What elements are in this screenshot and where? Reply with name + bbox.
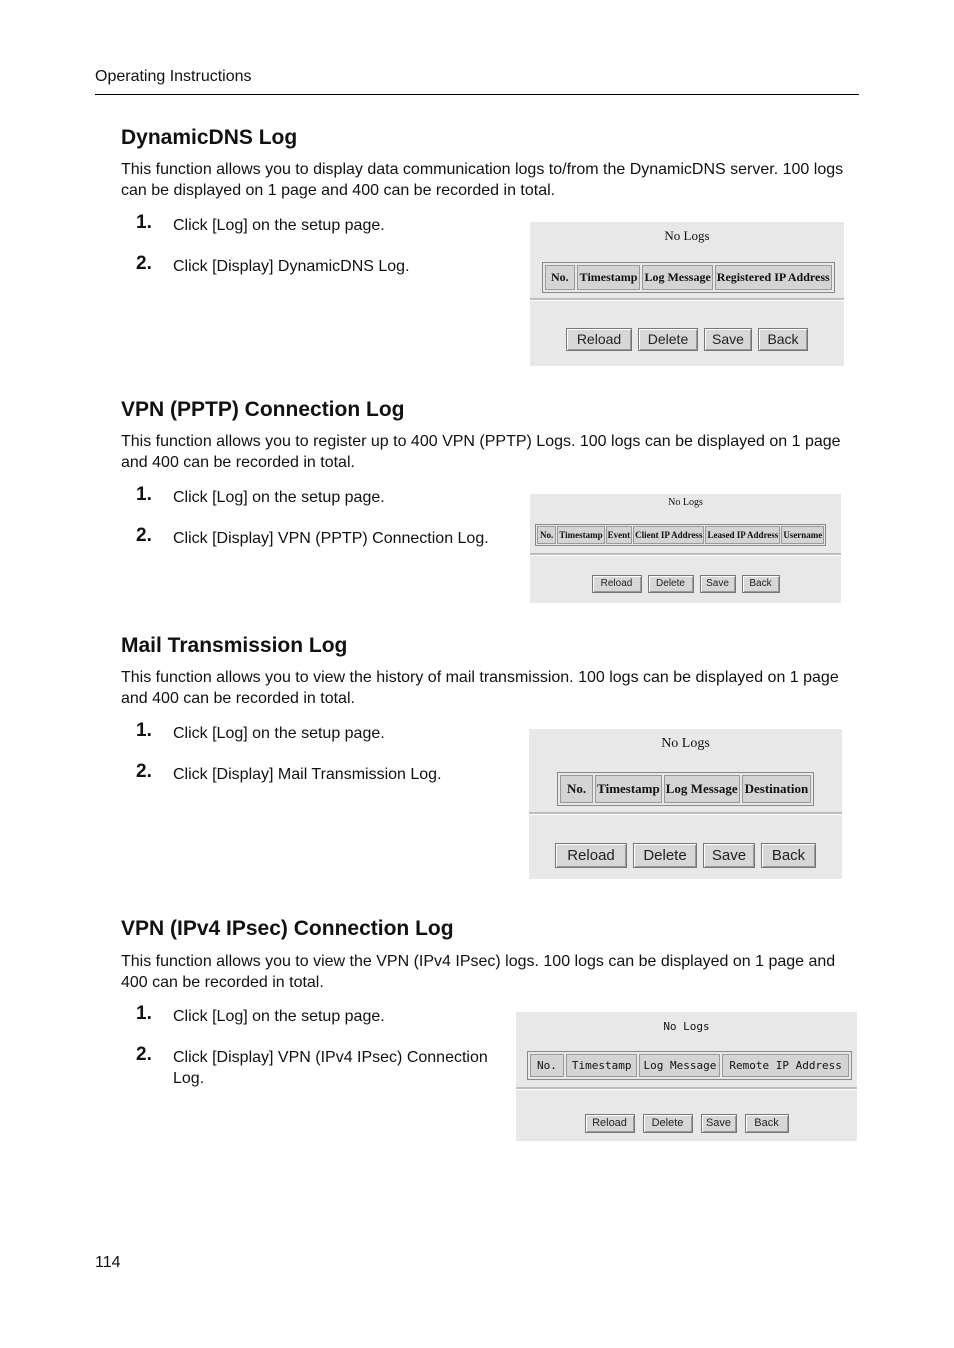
no-logs-text: No Logs — [668, 497, 703, 508]
column-header-remote-ip-address: Remote IP Address — [722, 1054, 849, 1077]
section-title: VPN (IPv4 IPsec) Connection Log — [121, 917, 454, 940]
no-logs-text: No Logs — [661, 736, 710, 751]
delete-button[interactable]: Delete — [638, 328, 698, 351]
back-button[interactable]: Back — [758, 328, 808, 351]
vpn-ipsec-log-screen — [516, 1012, 857, 1141]
column-header-leased-ip-address: Leased IP Address — [705, 526, 780, 544]
section-description: This function allows you to register up to 400 VPN (PPTP) Logs. 100 logs can be displayed on 1 page and 400 can be recorded in total. — [121, 433, 841, 471]
divider — [530, 298, 844, 301]
column-header-log-message: Log Message — [642, 265, 712, 290]
column-header-timestamp: Timestamp — [595, 775, 662, 803]
log-table — [542, 262, 835, 293]
dynamicdns-log-screen — [530, 222, 844, 366]
save-button[interactable]: Save — [701, 1114, 737, 1133]
step-number: 1. — [136, 484, 152, 505]
step-number: 2. — [136, 253, 152, 274]
column-header-no: No. — [537, 526, 556, 544]
step-number: 1. — [136, 720, 152, 741]
log-table — [557, 772, 814, 806]
step-text: Click [Display] DynamicDNS Log. — [173, 258, 410, 275]
running-head: Operating Instructions — [95, 68, 252, 85]
column-header-no: No. — [530, 1054, 564, 1077]
step-number: 2. — [136, 1044, 152, 1065]
no-logs-text: No Logs — [664, 228, 710, 243]
column-header-registered-ip-address: Registered IP Address — [715, 265, 832, 290]
divider — [529, 812, 842, 815]
step-text: Click [Log] on the setup page. — [173, 217, 385, 234]
log-table — [535, 524, 826, 546]
delete-button[interactable]: Delete — [633, 843, 697, 868]
section-description: This function allows you to view the VPN (IPv4 IPsec) logs. 100 logs can be displayed on 1 page and 400 can be recorded in total. — [121, 953, 836, 991]
step-number: 1. — [136, 212, 152, 233]
back-button[interactable]: Back — [742, 575, 780, 593]
section-title: Mail Transmission Log — [121, 634, 348, 657]
section-description: This function allows you to view the history of mail transmission. 100 logs can be displayed on 1 page and 400 can be recorded in total. — [121, 669, 839, 707]
page-number: 114 — [95, 1254, 121, 1271]
mail-transmission-log-screen — [529, 729, 842, 879]
column-header-timestamp: Timestamp — [557, 526, 604, 544]
column-header-timestamp: Timestamp — [577, 265, 641, 290]
no-logs-text: No Logs — [663, 1020, 710, 1033]
reload-button[interactable]: Reload — [592, 575, 642, 593]
back-button[interactable]: Back — [761, 843, 816, 868]
column-header-event: Event — [606, 526, 633, 544]
step-text: Click [Log] on the setup page. — [173, 725, 385, 742]
step-number: 2. — [136, 761, 152, 782]
section-description: This function allows you to display data communication logs to/from the DynamicDNS server. 100 logs can be displayed on 1 page and 400 can be recorded in total. — [121, 161, 844, 199]
save-button[interactable]: Save — [700, 575, 736, 593]
divider — [530, 553, 841, 556]
step-text: Click [Display] VPN (PPTP) Connection Log. — [173, 530, 489, 547]
step-text: Click [Display] VPN (IPv4 IPsec) Connection Log. — [173, 1049, 488, 1087]
step-number: 2. — [136, 525, 152, 546]
column-header-username: Username — [781, 526, 824, 544]
divider — [516, 1087, 857, 1090]
column-header-client-ip-address: Client IP Address — [633, 526, 704, 544]
column-header-log-message: Log Message — [664, 775, 740, 803]
vpn-pptp-log-screen — [530, 494, 841, 603]
delete-button[interactable]: Delete — [643, 1114, 693, 1133]
back-button[interactable]: Back — [745, 1114, 789, 1133]
column-header-no: No. — [560, 775, 593, 803]
column-header-destination: Destination — [742, 775, 812, 803]
log-table — [527, 1051, 852, 1080]
delete-button[interactable]: Delete — [648, 575, 694, 593]
header-rule — [95, 94, 859, 95]
column-header-log-message: Log Message — [639, 1054, 720, 1077]
button-row — [530, 575, 841, 593]
column-header-timestamp: Timestamp — [566, 1054, 638, 1077]
step-text: Click [Display] Mail Transmission Log. — [173, 766, 442, 783]
reload-button[interactable]: Reload — [555, 843, 627, 868]
button-row — [516, 1114, 857, 1133]
save-button[interactable]: Save — [704, 328, 752, 351]
save-button[interactable]: Save — [703, 843, 755, 868]
section-title: DynamicDNS Log — [121, 126, 298, 149]
button-row — [529, 843, 842, 868]
column-header-no: No. — [545, 265, 575, 290]
step-text: Click [Log] on the setup page. — [173, 1008, 385, 1025]
step-text: Click [Log] on the setup page. — [173, 489, 385, 506]
step-number: 1. — [136, 1003, 152, 1024]
reload-button[interactable]: Reload — [566, 328, 632, 351]
section-title: VPN (PPTP) Connection Log — [121, 398, 405, 421]
button-row — [530, 328, 844, 351]
reload-button[interactable]: Reload — [585, 1114, 635, 1133]
